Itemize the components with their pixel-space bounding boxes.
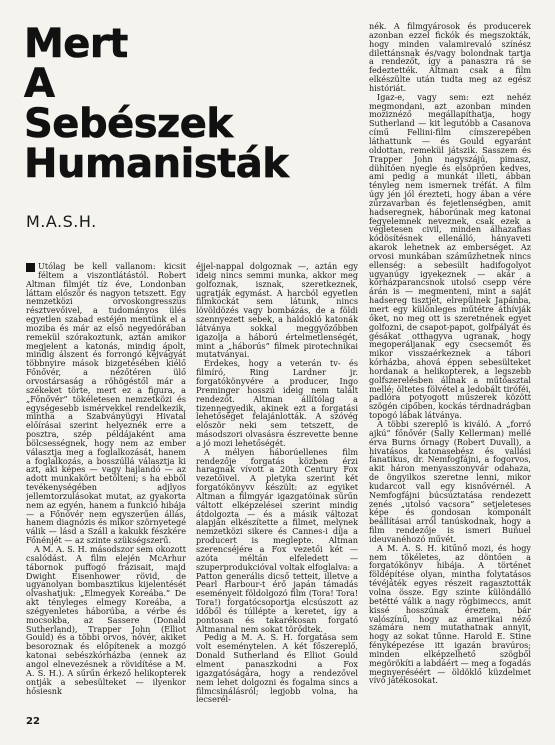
article-subtitle: M.A.S.H.: [26, 212, 97, 231]
paragraph: A M. A. S. H. kitűnő mozi, és hogy nem tökéletes, az döntően a forgatókönyv hibája. A történet földépítése olyan, mintha folytatásos tévéjáték egyes részeit ragasztották volna össze. Egy szinte különdálló betétté válik a nagy rögbimeccs, amit kissé hosszúnak éreztem, bár valószínű, hogy az amerikai néző számára nem mutathatnak annyit, hogy az sokat tűnne. Harold E. Stine fényképezése itt igazán bravúros; minden elképzelhető szögből megörökíti a labdáért — meg a fogadás megnyeréséért — öldöklő küzdelmet vívó játékosokat.: [369, 542, 531, 686]
paragraph: éjjel-nappal dolgoznak —, aztán egy ideig nincs semmi munka, akkor meg golfoznak, isznak, szeretkeznek, ugratják egymást. A harcból egyetlen filmkockát sem látunk, nincs lövöldözés vagy bombázás, de a földi szennyezett sebek, a haldokló katonák látványa sokkal meggyőzőbben igazolja a háború értelmetlenségét, mint a „háborús” filmek pirotechnikai mutatványai.: [196, 262, 358, 360]
title-line: A: [24, 61, 55, 107]
paragraph: Pedig a M. A. S. H. forgatása sem volt eseménytelen. A két főszereplő, Donald Sutherland és Elliot Gould elment panaszkodni a Fox igazgatóságára, hogy a rendezővel nem lehet dolgozni és fogalma sincs a filmcsinálásról; legjobb volna, ha lecserél-: [196, 632, 358, 705]
paragraph: A mélyen háborúellenes film rendezője forgatás közben érzi haragnak vívott a 20th Century Fox vezetőivel. A pletyka szerint két forgatókönyvv készült: az egyiket Altman a filmgyár igazgatóinak sűrűn váltott elképzelései szerint mindig átdolgozta — és a másik változat alapján elkészítette a filmet, melynek nemzetközi sikere és Cannes-i díja a producert is meglepte. Altman szerencséjére a Fox vezetői két — azóta méltán elfeledett — szuperprodukcióval voltak elfoglalva: a Patton generális dicső tetteit, illetve a Pearl Harbour-t érő japán támadás eseményeit földolgozó film (Tora! Tora! Tora!) forgatócsoportja elcsúszott az időből és túllépte a keretet, így a pontosan és takarékosan forgató Altmannal nem sokat törődtek.: [196, 446, 358, 634]
title-line: Sebészek: [24, 101, 233, 147]
paragraph-text: Utólag be kell vallanom: kicsit féltem a viszontlátástól. Robert Altman filmjét tíz éve, Londonban láttam először és nagyon tetszett. Egy nemzetközi orvoskongresszus résztvevőivel, a tudományos ülés egyetlen szabad estéjén mentünk el a moziba és már az első negyedórában remekül szórakoztunk, aztán amikor megjelent a katonás, mindig ápolt, mindig álszent és forrongó kéjvágyát többnyire mások bizgetésében kiélő Főnővér, a nézőtéren ülő orvostársaság a röhögéstől már a székeket törte, mert ez a figura, a „Főnővér” tökéletesen nemzetközi és egységesebb ismérvekkel rendelkezik, mintha a Szabványügyi Hivatal előírásai szerint helyeznék erre a posztra, szép példájaként ama bölcsességnek, hogy nem az ember választja meg a foglalkozását, hanem a foglalkozás, a bosszúllá választja ki azt, aki képes — vagy hajlandó — az adott munkakört betölteni; s ha ebből tevékenységében adjlyos jellemtorzulásokat mutat, az gyakorta nem az egyén, hanem a funkció hibája — a Főnővér nem egyszerűen állás, hanem diagnózis és mikor szörnyetegé válik — lásd a Száll a kakukk fészkére Főnénjét — az szinte szükségszerű.: [26, 262, 186, 546]
paragraph: Igaz-e, vagy sem: ezt nehéz megmondani, azt azonban minden moziznéző megállapíthatja, hogy Sutherland — kit legutóbb a Casanova című Fellini-film címszerepében láthattunk — és Gould egyaránt oldottan, remekül játszik. Sasszem és Trapper John nagyszájú, pimasz, dühítően nyegle és elsöprően kedves, ami pedig a munkát illeti, ábban tényleg nem ismernek tréfát. A film úgy jén jól érezteti, hogy ában a vére zűrzavarban és fejetlenségben, amit hadseregnek, háborúnak meg katonai fegyelemnek neveznek, csak ezek a végletesen civil, minden álhazafias kódösítésnek ellenálló, hányaveti akarok lehetnek az emberséget. Az orvosi munkában száműzhetnek nincs ellenség: a sebesült hadifogolyot ugyanúgy igyekeznek — akár a kórházparancsnok utolsó csepp vére árán is — megmenteni, mint a saját hadsereg tisztjét, elrepülnek Japánba, mert egy különleges műtétre áthívják őket, no meg ott is szeretnének egyet golfozni, de csapot-papot, golfpályát és gésákat otthagyva ugranak, hogy megoperáljanak egy csecsemőt és mikor visszaérkeznek a tábori kórházba, ahová éppen sebesülteket hordanak a helikopterek, a legszebb golfszerelésben állnak a műtőasztal mellé; öltetes fölvétel a ledobált tiróféi, padlóra potyogott műszerek között szögén cipőben, kockás térdnadrágban topogó lábak látványa.: [369, 91, 531, 421]
article-title: [24, 21, 324, 187]
text-column-1: [26, 262, 186, 710]
text-column-3: [369, 22, 531, 710]
paragraph: Érdekes, hogy a veterán tv- és filmíró, Ring Lardner jr. forgatókönyvére a producer, Ingo Preminger hosszú ideig nem talált rendezőt. Altman állítólag a tizennegyedik, akinek ezt a forgatási lehetőséget felajánlották. A szóvég először neki sem tetszett, de másodszori olvasásra észrevette benne a jó mozi lehetőségét.: [196, 358, 358, 448]
title-line: Humanisták: [24, 141, 289, 187]
title-line: Mert: [24, 21, 128, 67]
paragraph: [26, 262, 186, 545]
paragraph: A M. A. S. H. másodszor sem okozott csalódást. A film elején McArhur tábornok puffogó frázisait, majd Dwight Eisenhower rövid, de ugyanolyan bombasztikus kijelentését olvashatjuk: „Elmegyek Koreába.” De akt tényleges elmegy Koreába, a szégyenletes háborúba, a vérbe és mocsokba, az Sassere (Donald Sutherland), Trapper John (Elliot Gould) és a többi orvos, nővér, akiket besoroznak és előpítenek a mozgó katonai sebészkórházba (ennek az angol elnevezésnek a rövidítése a M. A. S. H.). A sűrűn érkező helikopterek ontják a sebesülteket — ilyenkor hősiesnk: [26, 544, 186, 696]
paragraph: nék. A filmgyárosok és producerek azonban ezzel fickók és megszokták, hogy minden valamirevaló színész dilettánsnak és/vagy bolondnak tartja a rendezőt, így a panaszra rá se fedeztették. Altman csak a film elkészülte után tudta meg az egész históriát.: [369, 22, 531, 93]
drop-cap-block: [26, 263, 35, 272]
text-column-2: [196, 262, 358, 710]
paragraph: A többi szereplő is kiváló. A „forró ajkú” főnővér (Sally Kellerman) mellé érva Burns őrnagy (Robert Duvall), a hivatásos katonasebész és vallási fanatikus, dr. Nemfogfájni, a fogorvos, akit háron menyasszonyvár odahaza, de öngyilkos szeretne lenni, mikor kudarcot vall egy kisnővérnél. A Nemfogfájni búcsúztatása rendezett zenés „utolsó vacsora” setjeleteses képe és gondosan komponált beállításai arról tanúskodnak, hogy a film rendezője is ismeri Buñuel ideuvanéhozó művét.: [369, 418, 531, 544]
page-number: 22: [26, 716, 40, 727]
